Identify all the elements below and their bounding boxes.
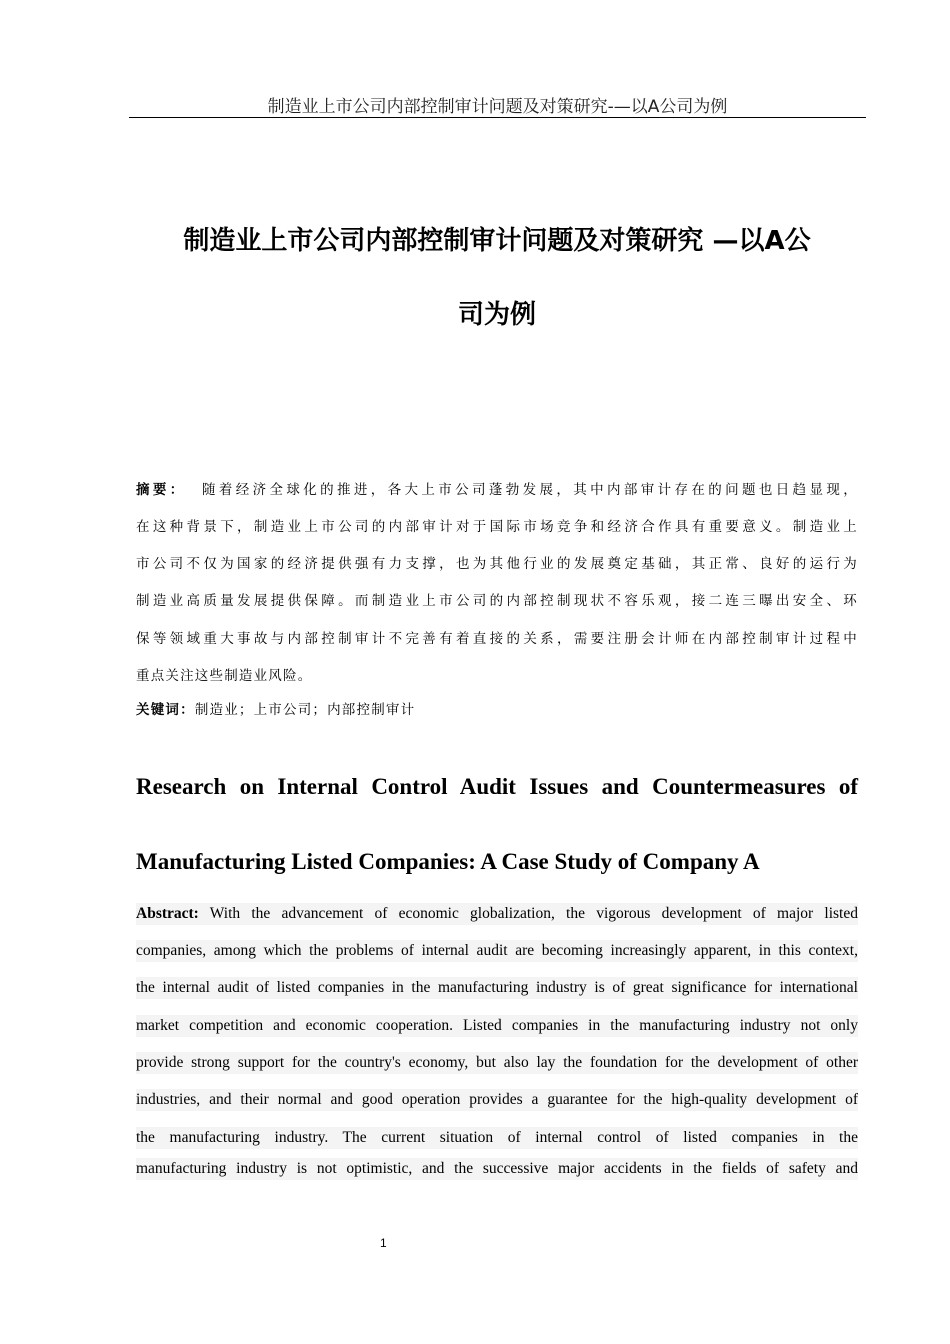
cn-abstract-line: 摘要： 随着经济全球化的推进，各大上市公司蓬勃发展，其中内部审计存在的问题也日趋显现，: [136, 482, 858, 498]
en-abstract-line: industries, and their normal and good operation provides a guarantee for the high-quality development of: [136, 1089, 858, 1111]
cn-abstract-line: 在这种背景下，制造业上市公司的内部审计对于国际市场竞争和经济合作具有重要意义。制造业上: [136, 519, 858, 535]
keywords-value: 制造业；上市公司；内部控制审计: [194, 702, 416, 718]
en-abstract-line: the manufacturing industry. The current situation of internal control of listed companies in the: [136, 1127, 858, 1149]
en-abstract-label: Abstract:: [136, 905, 199, 922]
en-abstract-line: manufacturing industry is not optimistic, and the successive major accidents in the fields of safety and: [136, 1158, 858, 1180]
running-header: 制造业上市公司内部控制审计问题及对策研究-—以A公司为例: [267, 97, 728, 117]
keywords-label: 关键词：: [136, 702, 195, 718]
en-abstract-line: provide strong support for the country's economy, but also lay the foundation for the development of other: [136, 1052, 858, 1074]
cn-abstract-line: 市公司不仅为国家的经济提供强有力支撑，也为其他行业的发展奠定基础，其正常、良好的运行为: [136, 556, 858, 572]
en-abstract-line: the internal audit of listed companies in the manufacturing industry is of great significance for international: [136, 977, 858, 999]
keywords: [136, 698, 858, 718]
header-rule: [129, 117, 866, 118]
cn-abstract-line: 制造业高质量发展提供保障。而制造业上市公司的内部控制现状不容乐观，接二连三曝出安全、环: [136, 593, 858, 609]
en-title-line-1: Research on Internal Control Audit Issues and Countermeasures of: [136, 774, 858, 799]
cn-abstract-label: 摘要：: [136, 482, 187, 498]
cn-abstract-line: 保等领域重大事故与内部控制审计不完善有着直接的关系，需要注册会计师在内部控制审计过程中: [136, 631, 858, 647]
page-title-line-1: 制造业上市公司内部控制审计问题及对策研究 —以A公: [183, 226, 811, 256]
page-number: 1: [380, 1236, 387, 1250]
en-title-line-2: Manufacturing Listed Companies: A Case Study of Company A: [136, 849, 760, 874]
en-abstract-line: companies, among which the problems of internal audit are becoming increasingly apparent, in this context,: [136, 940, 858, 962]
page-title-line-2: 司为例: [457, 300, 536, 330]
en-abstract-line: Abstract: With the advancement of economic globalization, the vigorous development of major listed: [136, 903, 858, 925]
en-abstract-line: market competition and economic cooperation. Listed companies in the manufacturing industry not only: [136, 1015, 858, 1037]
cn-abstract-line: 重点关注这些制造业风险。: [136, 668, 313, 684]
